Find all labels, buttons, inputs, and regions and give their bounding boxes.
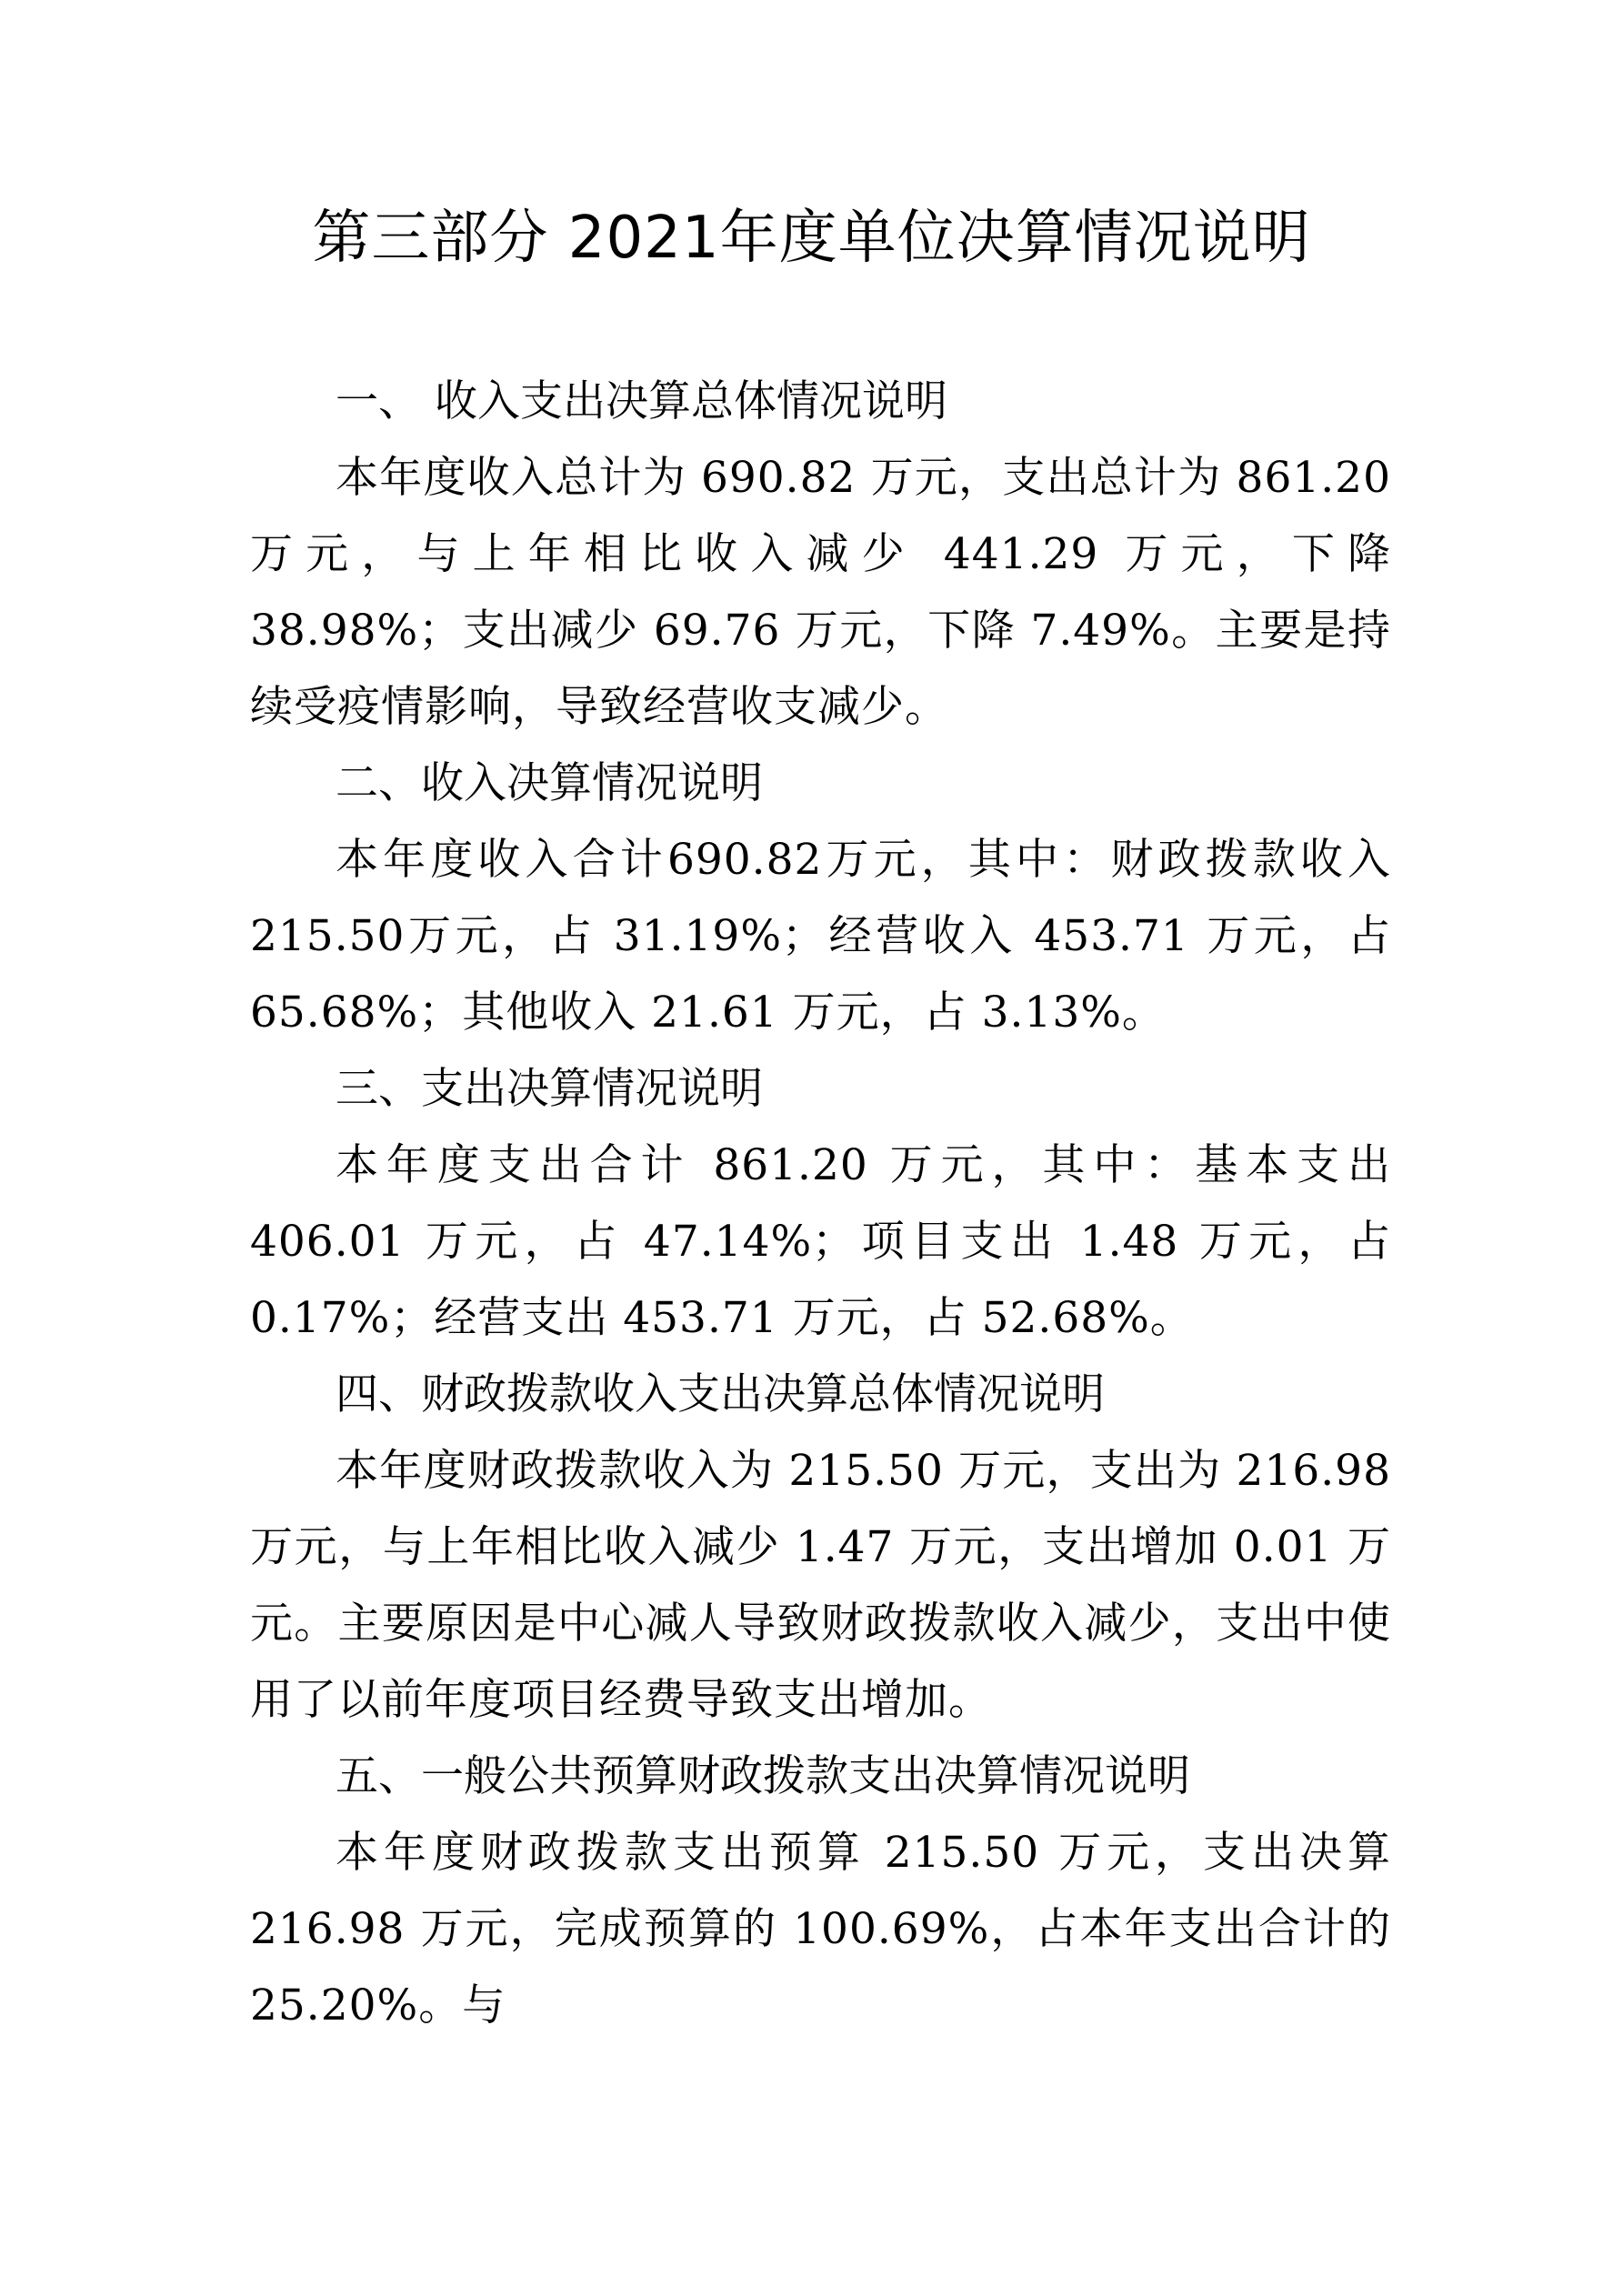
section-2-paragraph: 本年度收入合计690.82万元，其中：财政拨款收入215.50万元，占 31.19%；经营收入 453.71 万元，占 65.68%；其他收入 21.61 万元，占 3.13%。	[250, 835, 1391, 1038]
section-5-heading: 五、一般公共预算财政拨款支出决算情况说明	[336, 1751, 1190, 1801]
document-body	[250, 364, 1391, 2044]
section-2-heading: 二、收入决算情况说明	[336, 758, 763, 808]
section-1-heading: 一、 收入支出决算总体情况说明	[336, 376, 947, 426]
section-3-paragraph: 本年度支出合计 861.20 万元，其中：基本支出 406.01 万元，占 47.14%；项目支出 1.48 万元，占 0.17%；经营支出 453.71 万元，占 52.68%。	[250, 1140, 1391, 1343]
section-1-paragraph: 本年度收入总计为 690.82 万元，支出总计为 861.20 万元，与上年相比收入减少 441.29 万元，下降 38.98%；支出减少 69.76 万元，下降 7.49%。主要是持续受疫情影响，导致经营收支减少。	[250, 453, 1391, 732]
section-4-heading: 四、财政拨款收入支出决算总体情况说明	[336, 1369, 1105, 1419]
page-title: 第三部分 2021年度单位决算情况说明	[312, 205, 1311, 272]
section-5-paragraph: 本年度财政拨款支出预算 215.50 万元，支出决算 216.98 万元，完成预算的 100.69%，占本年支出合计的 25.20%。与	[250, 1828, 1391, 2030]
section-3-heading: 三、支出决算情况说明	[336, 1064, 763, 1114]
section-4-paragraph: 本年度财政拨款收入为 215.50 万元，支出为 216.98 万元，与上年相比收入减少 1.47 万元，支出增加 0.01 万元。主要原因是中心减人导致财政拨款收入减少，支出中使用了以前年度项目经费导致支出增加。	[250, 1446, 1391, 1725]
